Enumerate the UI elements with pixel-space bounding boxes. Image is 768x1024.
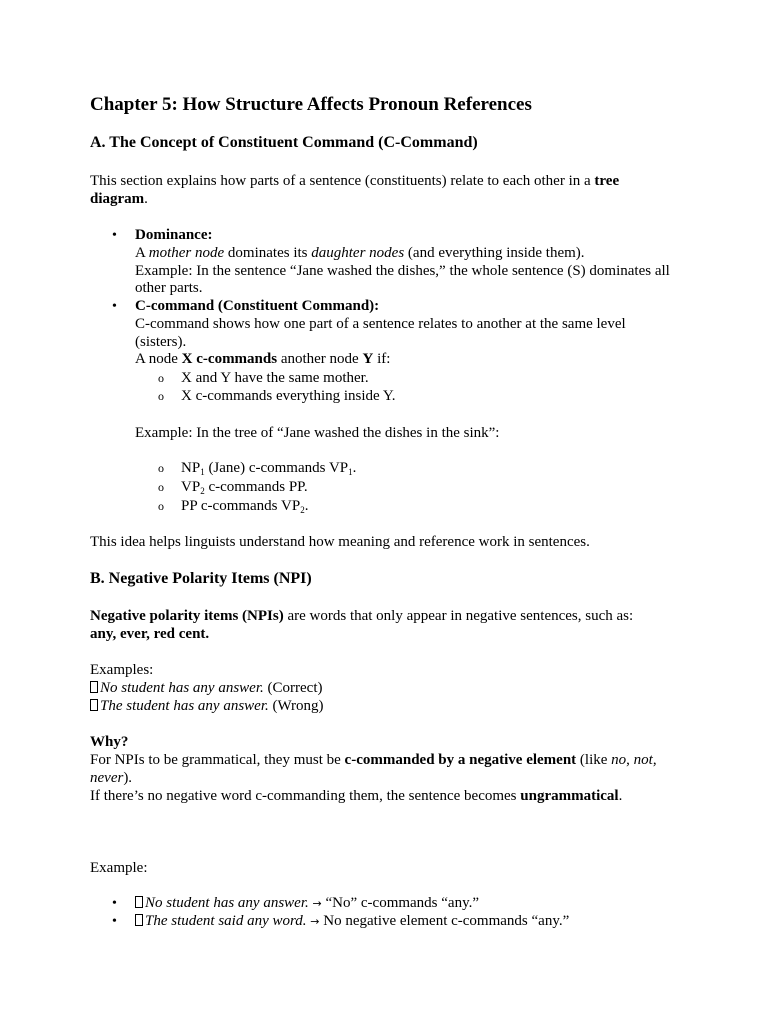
ex-sub: 2: [300, 505, 305, 515]
why-label: Why?: [90, 734, 129, 750]
ex-mid: .: [304, 498, 309, 514]
cc-text-a: A node: [135, 351, 182, 367]
ccommand-line3: [135, 350, 390, 368]
npi-example-wrong: [90, 697, 324, 715]
why3-text-a: If there’s no negative word c-commanding them, the sentence becomes: [90, 788, 521, 804]
ccommand-line1: C-command shows how one part of a sentence relates to another at the same level: [135, 316, 626, 332]
dominance-line3: other parts.: [135, 280, 203, 296]
missing-glyph-icon: [90, 681, 98, 693]
ex-post: .: [352, 460, 357, 476]
ex-pre: NP: [181, 460, 201, 476]
ex-mid: (Jane) c-commands VP: [204, 460, 349, 476]
ccommand-line2: (sisters).: [135, 334, 187, 350]
arrow-right-icon: →: [312, 897, 322, 910]
section-a-intro-line1: [90, 172, 619, 190]
sub-bullet-o: o: [158, 499, 164, 513]
npi-list: any, ever, red cent.: [90, 626, 210, 642]
why-italic-not: not: [633, 752, 653, 768]
why-italic-never: never: [90, 770, 124, 786]
npi-bullet-item: [135, 894, 479, 913]
npi-bullet-item: [135, 912, 569, 931]
cc-bold-y: Y: [362, 351, 374, 367]
section-a-closing: This idea helps linguists understand how meaning and reference work in sentences.: [90, 534, 590, 550]
missing-glyph-icon: [135, 914, 143, 926]
npi-example-correct: [90, 679, 322, 697]
condition-item: X c-commands everything inside Y.: [181, 388, 396, 404]
intro-bold-tree: tree: [594, 173, 620, 189]
npi-bold-term: Negative polarity items (NPIs): [90, 608, 284, 624]
bullet-dot: •: [112, 299, 117, 314]
example-label: Example:: [90, 860, 148, 876]
sub-bullet-o: o: [158, 480, 164, 494]
cc-text-c: if:: [373, 351, 391, 367]
bullet-explanation: “No” c-commands “any.”: [321, 895, 480, 911]
ex-pre: VP: [181, 479, 201, 495]
why-line1: [90, 751, 657, 769]
bullet-explanation: No negative element c-commands “any.”: [319, 913, 570, 929]
example-item: [181, 497, 308, 515]
npi-intro-text: are words that only appear in negative sentences, such as:: [283, 608, 634, 624]
why-italic-no: no: [611, 752, 627, 768]
section-a-heading: A. The Concept of Constituent Command (C-Command): [90, 134, 478, 151]
example-sentence: The student has any answer.: [100, 698, 269, 714]
why3-text-b: .: [618, 788, 623, 804]
dominance-label: Dominance:: [135, 227, 213, 243]
why-line2: [90, 769, 132, 787]
section-a-intro-line2: [90, 190, 148, 208]
example-note: (Correct): [263, 680, 323, 696]
why-text-end: ).: [123, 770, 133, 786]
why-text-a: For NPIs to be grammatical, they must be: [90, 752, 345, 768]
intro-text: This section explains how parts of a sentence (constituents) relate to each other in a: [90, 173, 595, 189]
example-sentence: No student has any answer.: [100, 680, 264, 696]
bullet-dot: •: [112, 914, 117, 929]
condition-item: X and Y have the same mother.: [181, 370, 369, 386]
why3-bold: ungrammatical: [520, 788, 619, 804]
bullet-sentence: The student said any word.: [145, 913, 307, 929]
ex-sub: 1: [200, 467, 205, 477]
intro-bold-diagram: diagram: [90, 191, 145, 207]
example-item: [181, 459, 356, 477]
ex-mid: c-commands PP.: [204, 479, 308, 495]
why-text-d: ,: [652, 752, 657, 768]
ccommand-label: C-command (Constituent Command):: [135, 298, 380, 314]
cc-text-b: another node: [277, 351, 363, 367]
example-note: (Wrong): [268, 698, 324, 714]
dominance-line1: [135, 244, 585, 262]
bullet-dot: •: [112, 896, 117, 911]
dominance-line2: Example: In the sentence “Jane washed the dishes,” the whole sentence (S) dominates all: [135, 263, 670, 279]
missing-glyph-icon: [135, 896, 143, 908]
dom-text-a: A: [135, 245, 149, 261]
ccommand-example-intro: Example: In the tree of “Jane washed the dishes in the sink”:: [135, 425, 500, 441]
dom-italic-daughter: daughter nodes: [311, 245, 405, 261]
ex-sub: 2: [200, 486, 205, 496]
dom-text-b: dominates its: [224, 245, 312, 261]
dom-text-c: (and everything inside them).: [404, 245, 585, 261]
why-line3: [90, 787, 622, 805]
chapter-title: Chapter 5: How Structure Affects Pronoun References: [90, 94, 532, 115]
npi-intro-line1: [90, 607, 633, 625]
section-b-heading: B. Negative Polarity Items (NPI): [90, 570, 312, 587]
bullet-dot: •: [112, 228, 117, 243]
cc-bold-x: X c-commands: [181, 351, 278, 367]
sub-bullet-o: o: [158, 461, 164, 475]
example-item: [181, 478, 308, 496]
ex-pre: PP c-commands VP: [181, 498, 301, 514]
why-bold: c-commanded by a negative element: [344, 752, 577, 768]
arrow-right-icon: →: [310, 915, 320, 928]
sub-bullet-o: o: [158, 371, 164, 385]
examples-label: Examples:: [90, 662, 154, 678]
ex-sub2: 1: [348, 467, 353, 477]
dom-italic-mother: mother node: [148, 245, 225, 261]
sub-bullet-o: o: [158, 389, 164, 403]
intro-end: .: [144, 191, 148, 207]
bullet-sentence: No student has any answer.: [145, 895, 309, 911]
why-text-c: ,: [626, 752, 634, 768]
why-text-b: (like: [576, 752, 612, 768]
missing-glyph-icon: [90, 699, 98, 711]
